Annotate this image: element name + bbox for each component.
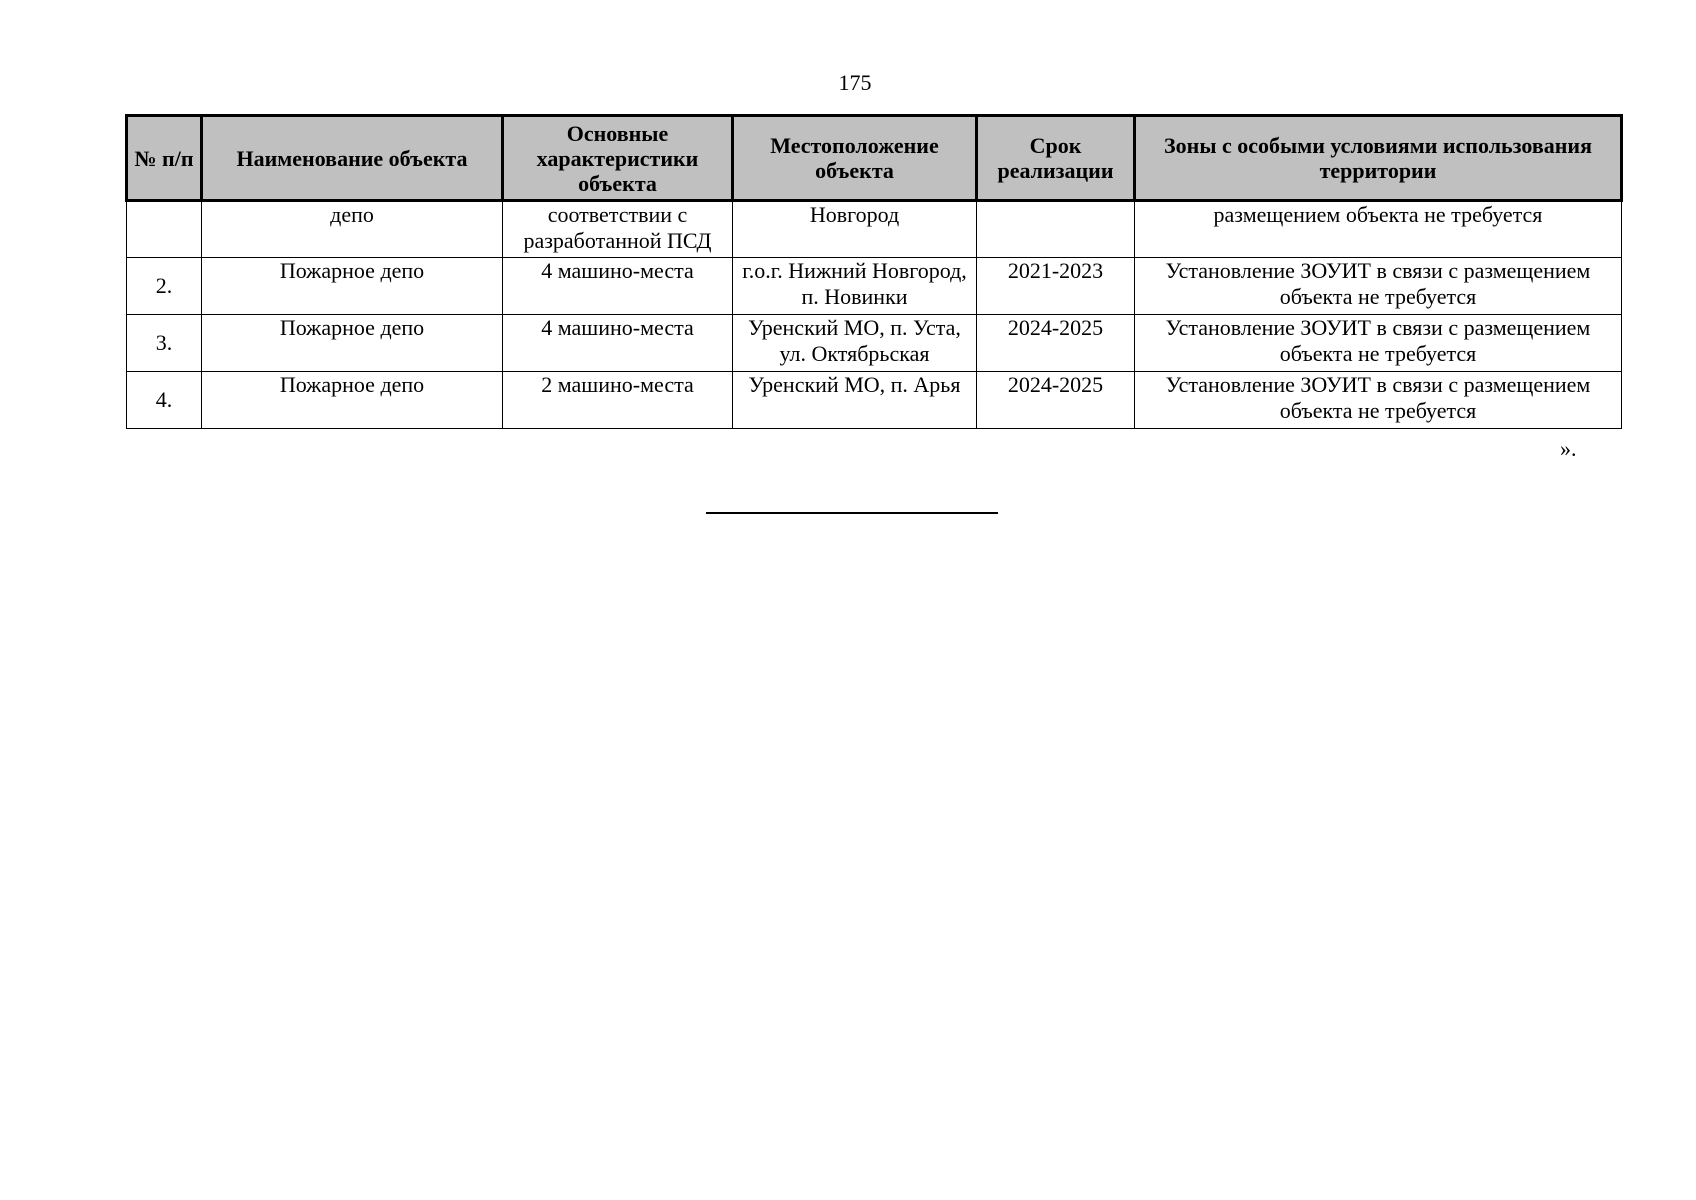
cell-term <box>977 201 1135 258</box>
cell-object-name: Пожарное депо <box>202 372 503 429</box>
cell-characteristics: соответствии с разработанной ПСД <box>503 201 733 258</box>
cell-location: Уренский МО, п. Уста, ул. Октябрьская <box>733 315 977 372</box>
header-number: № п/п <box>127 116 202 201</box>
table-row <box>127 201 1622 258</box>
header-location: Местоположение объекта <box>733 116 977 201</box>
cell-location: Новгород <box>733 201 977 258</box>
cell-object-name: Пожарное депо <box>202 258 503 315</box>
cell-location: г.о.г. Нижний Новгород, п. Новинки <box>733 258 977 315</box>
header-object-name: Наименование объекта <box>202 116 503 201</box>
cell-object-name: Пожарное депо <box>202 315 503 372</box>
cell-zones: Установление ЗОУИТ в связи с размещением объекта не требуется <box>1135 258 1622 315</box>
page-number: 175 <box>838 70 872 95</box>
cell-object-name: депо <box>202 201 503 258</box>
cell-characteristics: 2 машино-места <box>503 372 733 429</box>
cell-term: 2024-2025 <box>977 372 1135 429</box>
header-characteristics: Основные характеристики объекта <box>503 116 733 201</box>
header-term: Срок реализации <box>977 116 1135 201</box>
cell-location: Уренский МО, п. Арья <box>733 372 977 429</box>
cell-characteristics: 4 машино-места <box>503 315 733 372</box>
cell-number: 2. <box>127 258 202 315</box>
cell-number: 4. <box>127 372 202 429</box>
cell-number: 3. <box>127 315 202 372</box>
cell-characteristics: 4 машино-места <box>503 258 733 315</box>
header-zones: Зоны с особыми условиями использования территории <box>1135 116 1622 201</box>
table-row <box>127 315 1622 372</box>
cell-zones: размещением объекта не требуется <box>1135 201 1622 258</box>
cell-number <box>127 201 202 258</box>
table-row <box>127 372 1622 429</box>
closing-quote-mark: ». <box>1560 436 1577 461</box>
end-divider-line <box>706 512 998 514</box>
cell-term: 2024-2025 <box>977 315 1135 372</box>
objects-table <box>125 114 1623 429</box>
cell-zones: Установление ЗОУИТ в связи с размещением объекта не требуется <box>1135 315 1622 372</box>
cell-term: 2021-2023 <box>977 258 1135 315</box>
cell-zones: Установление ЗОУИТ в связи с размещением объекта не требуется <box>1135 372 1622 429</box>
table-row <box>127 258 1622 315</box>
table-header-row <box>127 116 1622 201</box>
